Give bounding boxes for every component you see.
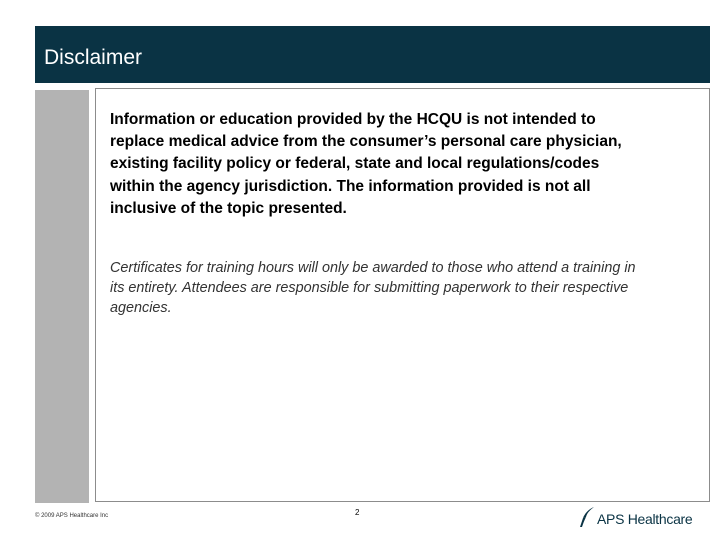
copyright-notice: © 2009 APS Healthcare Inc	[35, 513, 109, 519]
title-bar	[35, 26, 710, 83]
bird-logo-icon	[578, 506, 596, 528]
disclaimer-text: Information or education provided by the HCQU is not intended to replace medical advice from the consumer’s personal care physician, existing facility policy or federal, state and local regulations/codes within the agency jurisdiction. The information provided is not all inclusive of the topic presented.	[110, 111, 622, 217]
certificate-note: Certificates for training hours will only be awarded to those who attend a training in its entirety. Attendees are responsible for submitting paperwork to their respective agencies.	[110, 260, 636, 316]
logo-text: APS Healthcare	[597, 511, 693, 527]
page-number: 2	[355, 508, 360, 517]
company-logo	[578, 504, 692, 528]
slide-title: Disclaimer	[44, 46, 143, 69]
side-strip	[35, 90, 89, 503]
